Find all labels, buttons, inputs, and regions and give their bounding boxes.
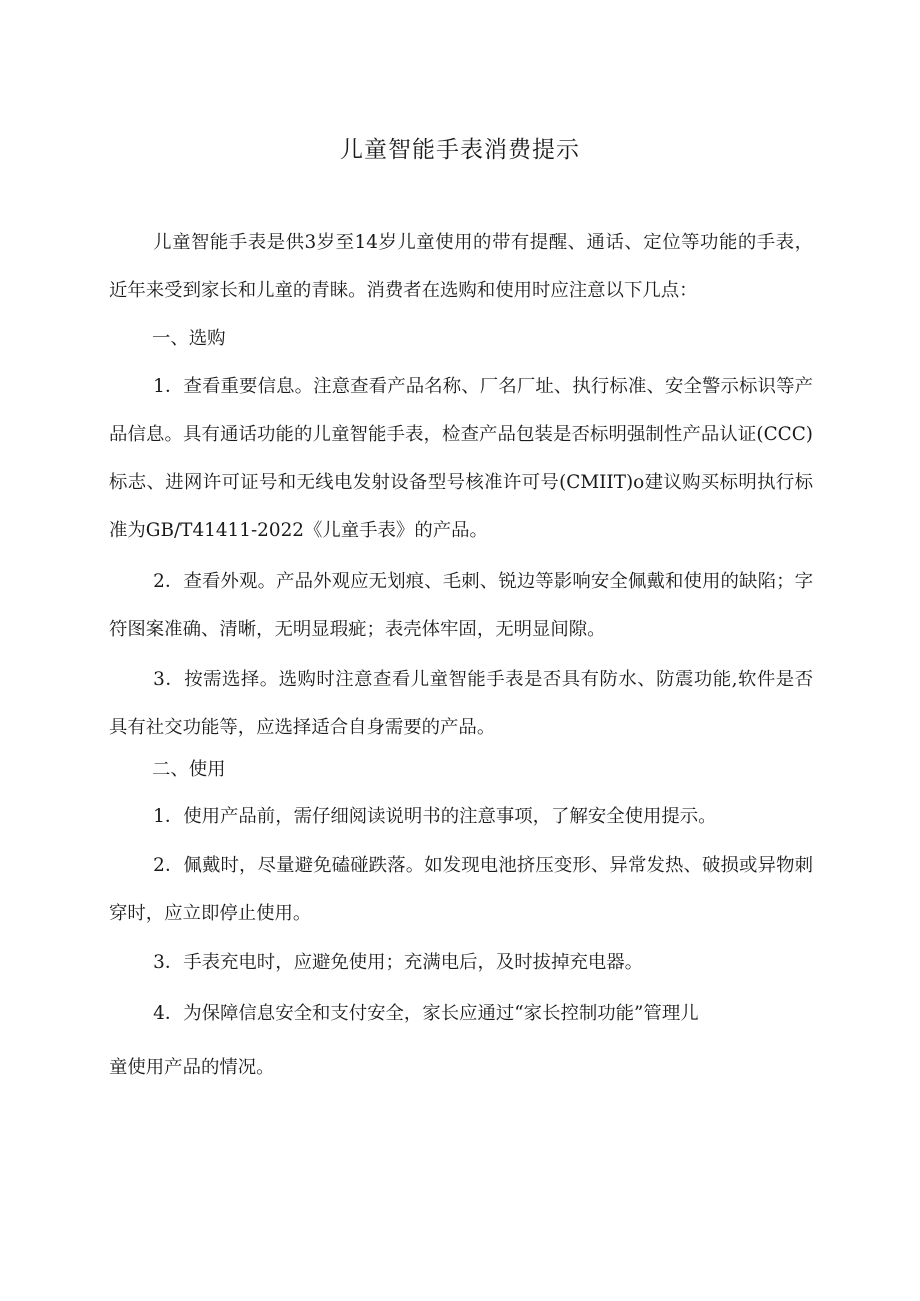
page-title: 儿童智能手表消费提示 (340, 137, 580, 163)
section-heading-usage: 二、使用 (152, 759, 226, 780)
usage-item-4: 4．为保障信息安全和支付安全，家长应通过“家长控制功能”管理儿 (153, 1003, 699, 1024)
usage-item-1: 1．使用产品前，需仔细阅读说明书的注意事项，了解安全使用提示。 (153, 806, 717, 827)
purchase-item-1: 1．查看重要信息。注意查看产品名称、厂名厂址、执行标准、安全警示标识等产品信息。具有通话功能的儿童智能手表，检查产品包装是否标明强制性产品认证(CCC)标志、进网许可证号和无线电发射设备型号核准许可号(CMIIT)o建议购买标明执行标准为GB/T41411-2022《儿童手表》的产品。 (109, 376, 813, 541)
section-heading-purchase: 一、选购 (152, 328, 226, 349)
usage-item-3: 3．手表充电时，应避免使用；充满电后，及时拔掉充电器。 (153, 952, 644, 973)
intro-paragraph: 儿童智能手表是供3岁至14岁儿童使用的带有提醒、通话、定位等功能的手表，近年来受到家长和儿童的青睐。消费者在选购和使用时应注意以下几点： (109, 232, 813, 301)
usage-item-2: 2．佩戴时，尽量避免磕碰跌落。如发现电池挤压变形、异常发热、破损或异物刺穿时，应立即停止使用。 (109, 855, 813, 924)
usage-item-4-continuation: 童使用产品的情况。 (109, 1057, 275, 1078)
purchase-item-2: 2．查看外观。产品外观应无划痕、毛刺、锐边等影响安全佩戴和使用的缺陷；字符图案准确、清晰，无明显瑕疵；表壳体牢固，无明显间隙。 (109, 571, 813, 640)
purchase-item-3: 3．按需选择。选购时注意查看儿童智能手表是否具有防水、防震功能,软件是否具有社交功能等，应选择适合自身需要的产品。 (109, 669, 813, 738)
